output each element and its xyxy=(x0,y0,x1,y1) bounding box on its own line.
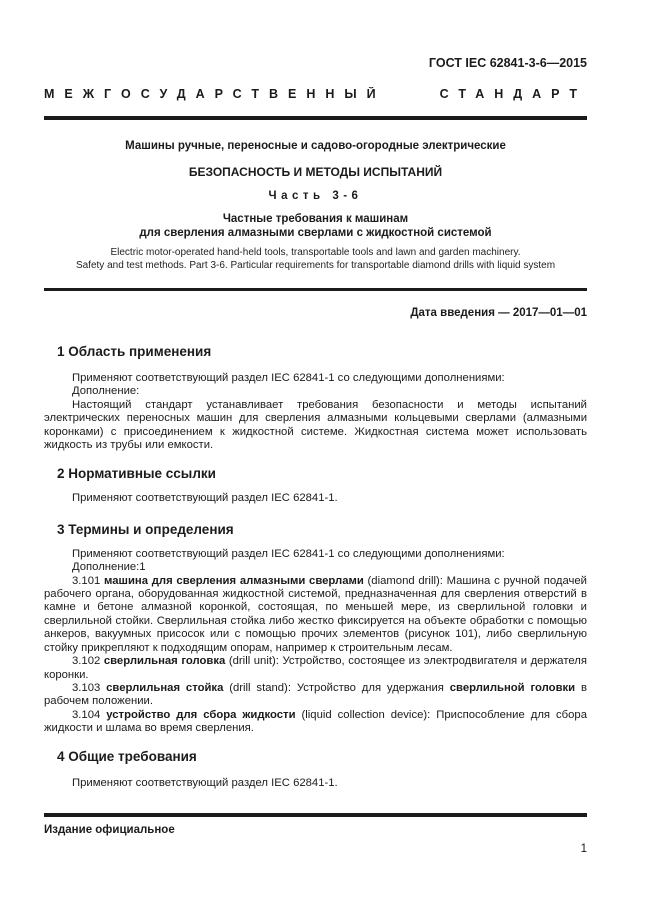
english-title xyxy=(44,247,587,272)
subtitle-line-1: Частные требования к машинам xyxy=(222,213,409,225)
section-4-paragraph: Применяют соответствующий раздел IEC 62841-1. xyxy=(72,776,338,789)
subtitle xyxy=(44,212,587,240)
main-title: БЕЗОПАСНОСТЬ И МЕТОДЫ ИСПЫТАНИЙ xyxy=(188,165,443,179)
section-1-paragraph: Дополнение: xyxy=(72,385,140,398)
effective-date: Дата введения — 2017—01—01 xyxy=(410,307,587,319)
edition-note: Издание официальное xyxy=(44,824,175,836)
section-1-paragraph: Настоящий стандарт устанавливает требования безопасности и методы испытаний электрических переносных машин для сверления алмазными кольцевыми сверлами (алмазными коронками) с присоединением к жидкостной системе. Жидкостная система может использовать жидкость из трубы или емкости. xyxy=(44,398,587,452)
standard-type-banner: МЕЖГОСУДАРСТВЕННЫЙ СТАНДАРТ xyxy=(44,87,587,101)
section-3-paragraph: Применяют соответствующий раздел IEC 62841-1 со следующими дополнениями: xyxy=(72,547,505,560)
part-label: Часть 3-6 xyxy=(268,190,363,202)
page-number: 1 xyxy=(580,843,587,855)
document-code: ГОСТ IEC 62841-3-6—2015 xyxy=(428,56,587,70)
section-1-paragraph: Применяют соответствующий раздел IEC 62841-1 со следующими дополнениями: xyxy=(72,372,505,384)
section-2-heading: 2 Нормативные ссылки xyxy=(57,466,216,482)
subtitle-line-2: для сверления алмазными сверлами с жидкостной системой xyxy=(139,227,492,239)
footer-divider xyxy=(44,813,587,817)
term-definition-3101: 3.101 машина для сверления алмазными сверлами (diamond drill): Машина с ручной подачей рабочего органа, оборудованная жидкостной системой, предназначенная для сверления отверстий в камне и бетоне алмазной коронкой, состоящая, по меньшей мере, из сверлильной головки и сверлильной стойки. Сверлильная стойка либо жестко фиксируется на объекте обработки с помощью анкеров, вакуумных присосок или с помощью прочих элементов (рисунок 101), либо сверлильную стойку прикрепляют к подходящим опорам, например к строительным лесам. xyxy=(44,574,587,654)
header-divider xyxy=(44,116,587,120)
section-4-heading: 4 Общие требования xyxy=(57,748,197,764)
term-definition-3103: 3.103 сверлильная стойка (drill stand): Устройство для удержания сверлильной головки в рабочем положении. xyxy=(44,681,587,708)
page-footer xyxy=(44,813,587,856)
section-1-heading: 1 Область применения xyxy=(57,344,212,359)
group-title: Машины ручные, переносные и садово-огородные электрические xyxy=(125,140,506,152)
title-divider xyxy=(44,288,587,291)
section-3-paragraph: Дополнение:1 xyxy=(72,561,146,574)
section-2-paragraph: Применяют соответствующий раздел IEC 62841-1. xyxy=(72,492,338,505)
term-definition-3102: 3.102 сверлильная головка (drill unit): Устройство, состоящее из электродвигателя и держателя коронки. xyxy=(44,655,587,681)
section-3-heading: 3 Термины и определения xyxy=(57,521,234,537)
english-title-line-1: Electric motor-operated hand-held tools, transportable tools and lawn and garden machinery. xyxy=(110,247,521,258)
term-definition-3104: 3.104 устройство для сбора жидкости (liquid collection device): Приспособление для сбора жидкости и шлама во время сверления. xyxy=(44,708,587,735)
english-title-line-2: Safety and test methods. Part 3-6. Particular requirements for transportable diamond drills with liquid system xyxy=(75,259,556,271)
